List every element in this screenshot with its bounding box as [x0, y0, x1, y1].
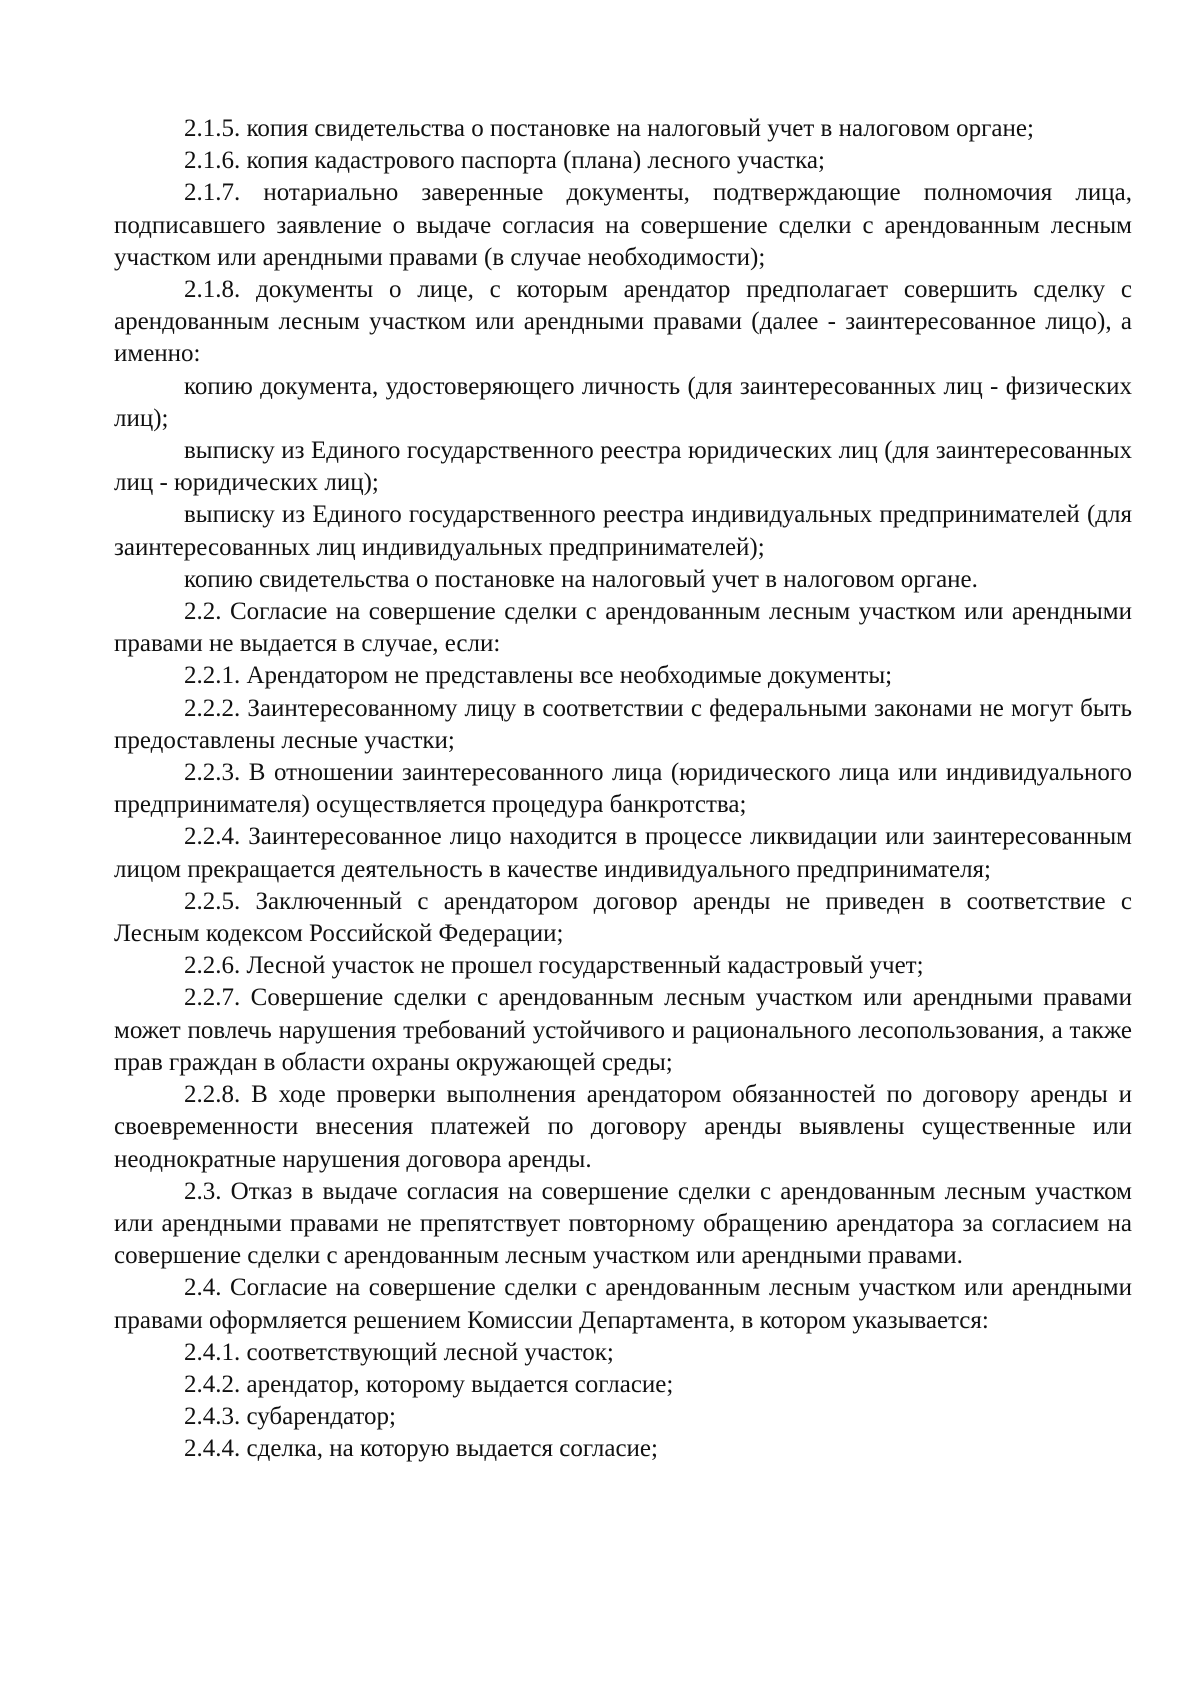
paragraph-2-2-8: 2.2.8. В ходе проверки выполнения арендатором обязанностей по договору аренды и своевременности внесения платежей по договору аренды выявлены существенные или неоднократные нарушения договора аренды. — [114, 1081, 1132, 1173]
paragraph-2-4-1: 2.4.1. соответствующий лесной участок; — [184, 1338, 614, 1366]
paragraph-2-2-1: 2.2.1. Арендатором не представлены все необходимые документы; — [184, 662, 893, 690]
paragraph-2-2-4: 2.2.4. Заинтересованное лицо находится в процессе ликвидации или заинтересованным лицом прекращается деятельность в качестве индивидуального предпринимателя; — [114, 823, 1132, 883]
paragraph-2-2-2: 2.2.2. Заинтересованному лицу в соответствии с федеральными законами не могут быть предоставлены лесные участки; — [114, 694, 1132, 754]
paragraph-2-1-8: 2.1.8. документы о лице, с которым арендатор предполагает совершить сделку с арендованным лесным участком или арендными правами (далее - заинтересованное лицо), а именно: — [114, 276, 1132, 368]
paragraph-2-2-5: 2.2.5. Заключенный с арендатором договор аренды не приведен в соответствие с Лесным кодексом Российской Федерации; — [114, 887, 1132, 948]
paragraph-2-4: 2.4. Согласие на совершение сделки с арендованным лесным участком или арендными правами оформляется решением Комиссии Департамента, в котором указывается: — [114, 1274, 1132, 1334]
paragraph-2-2-3: 2.2.3. В отношении заинтересованного лица (юридического лица или индивидуального предпринимателя) осуществляется процедура банкротства; — [114, 759, 1132, 819]
paragraph-tax-certificate: копию свидетельства о постановке на налоговый учет в налоговом органе. — [184, 565, 978, 593]
paragraph-egrip-extract: выписку из Единого государственного реестра индивидуальных предпринимателей (для заинтересованных лиц индивидуальных предпринимателей); — [114, 501, 1132, 561]
paragraph-2-1-5: 2.1.5. копия свидетельства о постановке на налоговый учет в налоговом органе; — [184, 115, 1034, 142]
paragraph-2-4-4: 2.4.4. сделка, на которую выдается согласие; — [184, 1435, 658, 1463]
paragraph-2-1-7: 2.1.7. нотариально заверенные документы, подтверждающие полномочия лица, подписавшего заявление о выдаче согласия на совершение сделки с арендованным лесным участком или арендными правами (в случае необходимости); — [114, 179, 1132, 271]
paragraph-identity-document: копию документа, удостоверяющего личность (для заинтересованных лиц - физических лиц); — [114, 372, 1132, 432]
paragraph-2-2: 2.2. Согласие на совершение сделки с арендованным лесным участком или арендными правами не выдается в случае, если: — [114, 598, 1132, 658]
paragraph-2-2-7: 2.2.7. Совершение сделки с арендованным лесным участком или арендными правами может повлечь нарушения требований устойчивого и рационального лесопользования, а также прав граждан в области охраны окружающей среды; — [114, 984, 1132, 1076]
document-page — [114, 113, 1132, 1466]
paragraph-2-2-6: 2.2.6. Лесной участок не прошел государственный кадастровый учет; — [184, 952, 924, 980]
paragraph-egrul-extract: выписку из Единого государственного реестра юридических лиц (для заинтересованных лиц - юридических лиц); — [114, 437, 1132, 497]
paragraph-2-4-3: 2.4.3. субарендатор; — [184, 1403, 396, 1431]
paragraph-2-1-6: 2.1.6. копия кадастрового паспорта (плана) лесного участка; — [184, 147, 825, 175]
paragraph-2-3: 2.3. Отказ в выдаче согласия на совершение сделки с арендованным лесным участком или арендными правами не препятствует повторному обращению арендатора за согласием на совершение сделки с арендованным лесным участком или арендными правами. — [114, 1177, 1132, 1270]
paragraph-2-4-2: 2.4.2. арендатор, которому выдается согласие; — [184, 1370, 674, 1398]
